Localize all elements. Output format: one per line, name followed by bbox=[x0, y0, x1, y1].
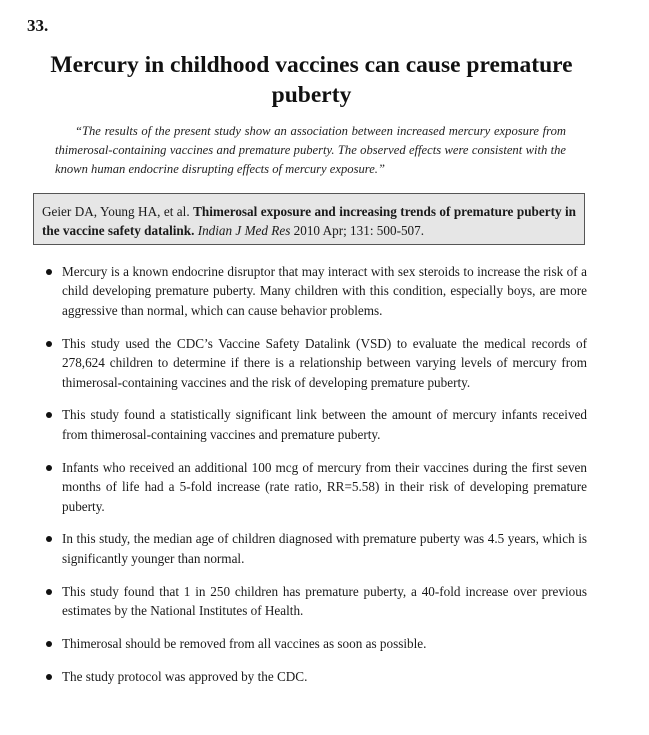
list-item bbox=[44, 634, 587, 653]
citation-box bbox=[33, 193, 585, 245]
bullet-icon bbox=[46, 641, 52, 647]
bullet-icon bbox=[46, 341, 52, 347]
list-item bbox=[44, 334, 587, 392]
list-item-text: This study found that 1 in 250 children has premature puberty, a 40-fold increase over previous estimates by the National Institutes of Health. bbox=[62, 583, 587, 619]
citation-details: 2010 Apr; 131: 500-507. bbox=[290, 223, 425, 238]
citation-authors: Geier DA, Young HA, et al. bbox=[42, 204, 194, 219]
citation-journal: Indian J Med Res bbox=[197, 223, 291, 238]
list-item-text: Thimerosal should be removed from all vaccines as soon as possible. bbox=[62, 636, 427, 652]
list-item bbox=[44, 405, 587, 444]
list-item-text: Infants who received an additional 100 mcg of mercury from their vaccines during the first seven months of life had a 5-fold increase (rate ratio, RR=5.58) in their risk of developing premature puberty. bbox=[62, 459, 587, 514]
list-item-text: This study used the CDC’s Vaccine Safety Datalink (VSD) to evaluate the medical records of 278,624 children to determine if there is a relationship between varying levels of mercury from thimerosal-containing vaccines and the risk of developing premature puberty. bbox=[62, 335, 587, 390]
list-item-text: In this study, the median age of children diagnosed with premature puberty was 4.5 years, which is significantly younger than normal. bbox=[62, 531, 587, 566]
list-item bbox=[44, 529, 587, 568]
list-item-text: This study found a statistically significant link between the amount of mercury infants received from thimerosal-containing vaccines and premature puberty. bbox=[62, 407, 587, 442]
page-title: Mercury in childhood vaccines can cause premature puberty bbox=[50, 52, 573, 108]
list-item bbox=[44, 262, 587, 320]
list-item-text: The study protocol was approved by the CDC. bbox=[62, 669, 308, 684]
bullet-icon bbox=[46, 465, 52, 471]
bullet-icon bbox=[46, 536, 52, 542]
bullet-icon bbox=[46, 269, 52, 275]
list-item bbox=[44, 458, 587, 516]
list-item-text: Mercury is a known endocrine disruptor that may interact with sex steroids to increase the risk of a child developing premature puberty. Many children with this condition, especially boys, are more aggressive than normal, which can cause behavior problems. bbox=[62, 264, 587, 318]
list-item bbox=[44, 582, 587, 621]
list-item bbox=[44, 667, 587, 686]
bullet-icon bbox=[46, 674, 52, 680]
page-number: 33. bbox=[27, 16, 49, 35]
key-points-list bbox=[44, 262, 587, 700]
bullet-icon bbox=[46, 589, 52, 595]
study-quote: “The results of the present study show an association between increased mercury exposure from thimerosal-containing vaccines and premature puberty. The observed effects were consistent with the known human endocrine disrupting effects of mercury exposure.” bbox=[55, 124, 566, 176]
citation-article-title: Thimerosal exposure and increasing trends of premature puberty in the vaccine safety datalink. bbox=[42, 204, 576, 238]
bullet-icon bbox=[46, 412, 52, 418]
